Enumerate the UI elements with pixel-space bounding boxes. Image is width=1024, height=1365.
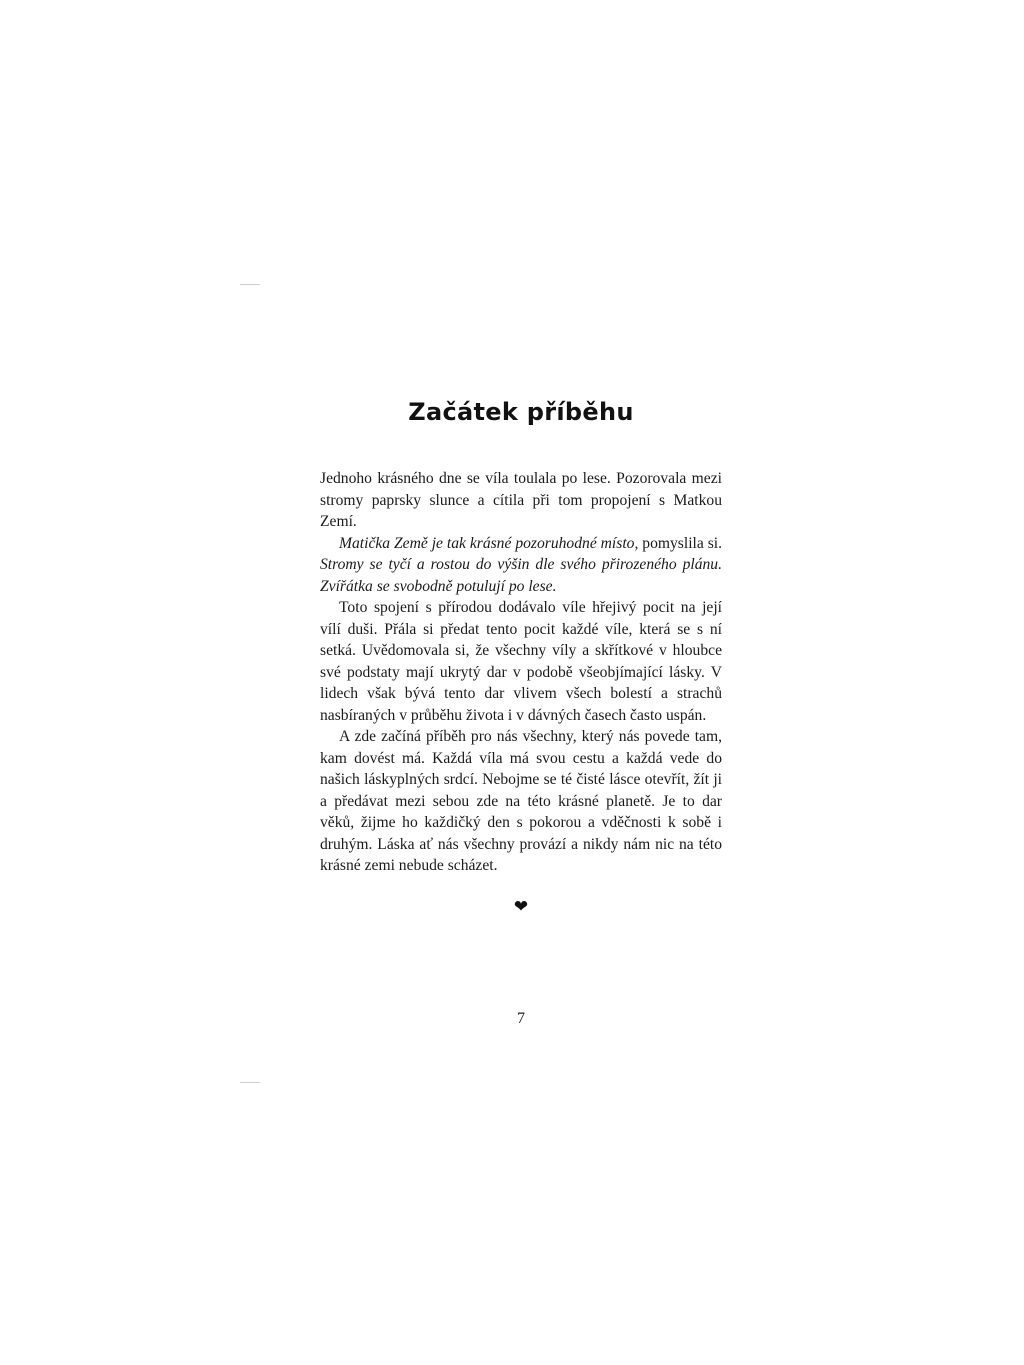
paragraph-4: A zde začíná příběh pro nás všechny, který nás povede tam, kam dovést má. Každá víla má svou cestu a každá vede do našich láskyplných srdcí. Nebojme se té čisté lásce otevřít, žít ji a předávat mezi sebou zde na této krásné planetě. Je to dar věků, žijme ho každičký den s pokorou a vděčnosti k sobě i druhým. Láska ať nás všechny provází a nikdy nám nic na této krásné zemi nebude scházet.: [320, 728, 722, 874]
crop-mark-bottom: [240, 1082, 260, 1083]
chapter-body: [320, 468, 722, 877]
book-page: [320, 398, 722, 917]
thought-italic-1: Matička Země je tak krásné pozoruhodné místo,: [339, 534, 639, 552]
narration-text: pomyslila si.: [638, 534, 722, 552]
crop-mark-top: [240, 284, 260, 285]
heart-icon: ❤: [513, 896, 529, 917]
page-number: 7: [517, 1010, 525, 1027]
thought-italic-2: Stromy se tyčí a rostou do výšin dle svého přirozeného plánu. Zvířátka se svobodně potulují po lese.: [320, 556, 722, 595]
chapter-title: Začátek příběhu: [408, 398, 634, 426]
paragraph-2: [320, 533, 722, 598]
paragraph-1: Jednoho krásného dne se víla toulala po lese. Pozorovala mezi stromy paprsky slunce a cítila při tom propojení s Matkou Zemí.: [320, 470, 722, 530]
paragraph-3: Toto spojení s přírodou dodávalo víle hřejivý pocit na její vílí duši. Přála si předat tento pocit každé víle, která se s ní setká. Uvědomovala si, že všechny víly a skřítkové v hloubce své podstaty mají ukrytý dar v podobě všeobjímající lásky. V lidech však bývá tento dar vlivem všech bolestí a strachů nasbíraných v průběhu života i v dávných časech často uspán.: [320, 599, 722, 724]
